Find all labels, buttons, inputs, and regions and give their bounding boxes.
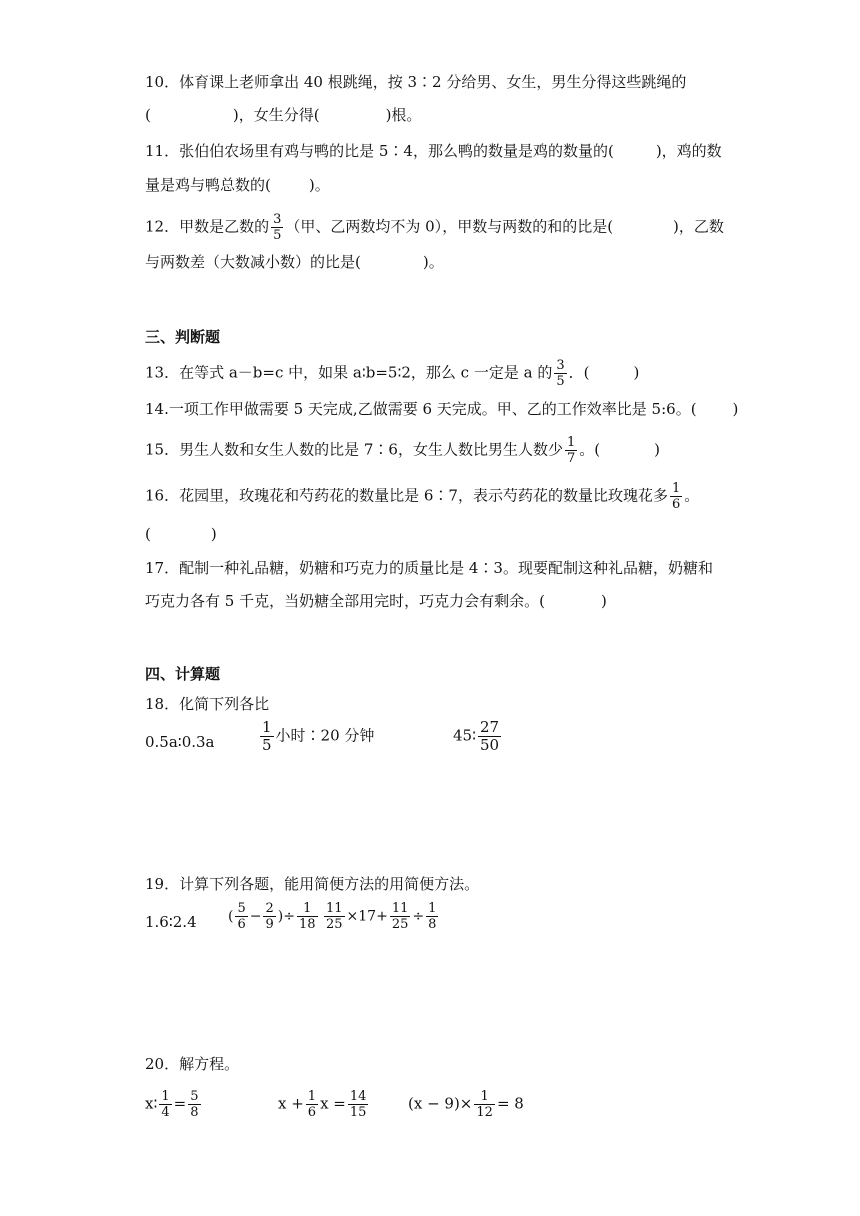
numerator: 2 <box>265 901 274 916</box>
q18-item-3-text: 45∶ <box>453 726 476 745</box>
numerator: 1 <box>671 481 681 496</box>
fraction <box>159 1090 171 1119</box>
q20-equation-2 <box>278 1090 370 1119</box>
paren-open: ( <box>228 908 234 925</box>
question-18-title: 18．化简下列各比 <box>145 695 270 713</box>
equals-sign: = <box>173 1094 187 1113</box>
section-title-judgement: 三、判断题 <box>145 328 221 346</box>
numerator: 1 <box>474 1090 495 1105</box>
fraction <box>260 720 274 753</box>
question-17-text: 巧克力各有 5 千克，当奶糖全部用完时，巧克力会有剩余。( <box>145 592 545 610</box>
denominator: 5 <box>273 228 282 243</box>
eq3-suffix: = 8 <box>496 1094 524 1113</box>
question-12-text-c: )，乙数 <box>673 217 724 236</box>
fraction <box>188 1090 200 1119</box>
question-12-line-2 <box>145 252 444 272</box>
denominator: 50 <box>480 736 500 754</box>
q19-item-3 <box>322 902 440 931</box>
q19-item-2 <box>228 902 320 931</box>
numerator: 5 <box>237 901 246 916</box>
q18-item-2 <box>258 720 374 753</box>
fraction <box>426 902 438 931</box>
fraction <box>670 482 682 511</box>
eq3-prefix: (x − 9)× <box>408 1094 473 1113</box>
question-12-text-d: 与两数差（大数减小数）的比是( <box>145 253 361 271</box>
minus-sign: − <box>249 908 262 925</box>
numerator: 1 <box>262 718 272 736</box>
question-16-line-2 <box>145 524 217 544</box>
numerator: 11 <box>391 901 409 916</box>
question-11-line-2 <box>145 175 330 195</box>
denominator: 18 <box>298 917 316 932</box>
eq1-prefix: x∶ <box>145 1094 158 1113</box>
section-title-calculation: 四、计算题 <box>145 665 221 683</box>
numerator: 1 <box>161 1089 170 1104</box>
question-13-text-c: ) <box>633 363 640 382</box>
question-12-text-b: （甲、乙两数均不为 0），甲数与两数的和的比是( <box>285 217 614 236</box>
fraction <box>554 359 566 388</box>
answer-blank-text: )，女生分得( <box>232 106 320 124</box>
question-16-open: ( <box>145 525 151 543</box>
question-10-line-1: 10．体育课上老师拿出 40 根跳绳，按 3∶2 分给男、女生，男生分得这些跳绳的 <box>145 73 687 91</box>
denominator: 7 <box>566 451 576 466</box>
q19-item-1: 1.6∶2.4 <box>145 913 197 931</box>
question-14 <box>145 399 738 419</box>
fraction <box>263 902 275 931</box>
question-16-close: ) <box>210 525 217 543</box>
question-13-text: 13．在等式 a－b=c 中，如果 a∶b=5∶2，那么 c 一定是 a 的 <box>145 363 553 382</box>
numerator: 1 <box>307 1089 317 1104</box>
divide-sign: ÷ <box>412 908 425 925</box>
question-16-line-1 <box>145 482 699 511</box>
question-14-close: ) <box>732 400 739 418</box>
denominator: 8 <box>190 1105 199 1120</box>
denominator: 25 <box>326 917 343 932</box>
numerator: 3 <box>556 358 565 373</box>
denominator: 9 <box>265 917 274 932</box>
numerator: 11 <box>326 901 343 916</box>
fraction <box>271 213 283 242</box>
question-11-text: 11．张伯伯农场里有鸡与鸭的比是 5∶4，那么鸭的数量是鸡的数量的( <box>145 142 614 160</box>
fraction <box>390 902 411 931</box>
numerator: 1 <box>297 902 318 917</box>
q20-equation-3 <box>408 1090 524 1119</box>
question-15-text-c: ) <box>654 440 660 459</box>
fraction <box>474 1090 495 1119</box>
numerator: 3 <box>273 212 282 227</box>
answer-blank-open: ( <box>145 106 151 124</box>
denominator: 4 <box>161 1105 170 1120</box>
numerator: 27 <box>480 718 500 736</box>
answer-blank-close: )根。 <box>385 106 422 124</box>
fraction <box>297 902 318 931</box>
question-15 <box>145 436 660 465</box>
denominator: 6 <box>671 497 681 512</box>
question-11-text-b: )，鸡的数 <box>655 142 722 160</box>
q18-item-2-text: 小时∶20 分钟 <box>275 726 375 745</box>
eq2-mid: x = <box>320 1094 346 1113</box>
question-17-close: ) <box>600 592 607 610</box>
question-19-title: 19．计算下列各题，能用简便方法的用简便方法。 <box>145 875 480 893</box>
fraction <box>235 902 247 931</box>
question-13 <box>145 359 639 388</box>
fraction <box>324 902 345 931</box>
q20-equation-1 <box>145 1090 203 1119</box>
paren-close-divide: )÷ <box>277 908 295 925</box>
question-16-text-b: 。 <box>684 486 700 505</box>
denominator: 5 <box>262 736 272 754</box>
question-15-text: 15．男生人数和女生人数的比是 7∶6，女生人数比男生人数少 <box>145 440 563 459</box>
question-14-text: 14.一项工作甲做需要 5 天完成,乙做需要 6 天完成。甲、乙的工作效率比是 5:6。( <box>145 400 697 418</box>
question-13-text-b: ．( <box>568 363 590 382</box>
question-17-line-2 <box>145 591 607 611</box>
denominator: 8 <box>428 917 437 932</box>
question-16-text: 16．花园里，玫瑰花和芍药花的数量比是 6∶7，表示芍药花的数量比玫瑰花多 <box>145 486 668 505</box>
fraction <box>306 1090 318 1119</box>
question-11-line-1 <box>145 141 722 161</box>
fraction <box>565 436 577 465</box>
times-plus: ×17+ <box>346 908 388 925</box>
q18-item-3 <box>453 720 503 753</box>
question-17-line-1: 17．配制一种礼品糖，奶糖和巧克力的质量比是 4∶3。现要配制这种礼品糖，奶糖和 <box>145 559 713 577</box>
question-11-text-d: )。 <box>308 176 330 194</box>
denominator: 15 <box>349 1105 367 1120</box>
denominator: 25 <box>391 917 409 932</box>
numerator: 14 <box>349 1089 367 1104</box>
denominator: 6 <box>307 1105 317 1120</box>
eq2-prefix: x + <box>278 1094 304 1113</box>
numerator: 5 <box>190 1089 199 1104</box>
q18-item-1: 0.5a∶0.3a <box>145 733 215 751</box>
question-12-text: 12．甲数是乙数的 <box>145 217 270 236</box>
question-12-text-e: )。 <box>422 253 444 271</box>
denominator: 12 <box>476 1105 493 1120</box>
numerator: 1 <box>566 435 576 450</box>
denominator: 6 <box>237 917 246 932</box>
question-15-text-b: 。( <box>579 440 601 459</box>
fraction <box>478 720 501 753</box>
question-20-title: 20．解方程。 <box>145 1055 240 1073</box>
question-10-line-2 <box>145 105 421 125</box>
question-11-text-c: 量是鸡与鸭总数的( <box>145 176 271 194</box>
numerator: 1 <box>428 901 437 916</box>
fraction <box>348 1090 369 1119</box>
question-12-line-1 <box>145 213 724 242</box>
denominator: 5 <box>556 374 565 389</box>
